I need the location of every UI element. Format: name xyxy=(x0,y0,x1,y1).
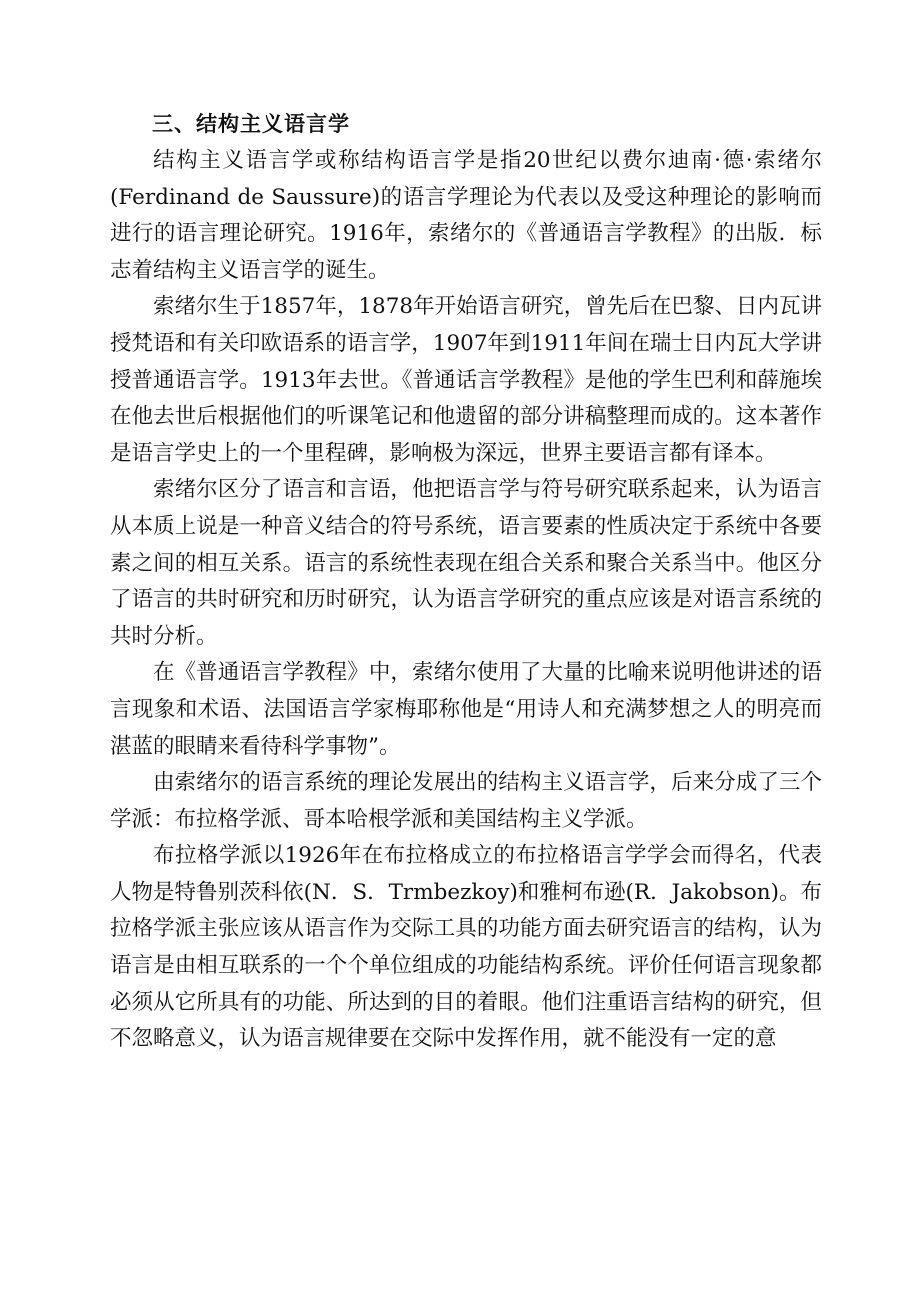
paragraph-saussure-intro: 结构主义语言学或称结构语言学是指20世纪以费尔迪南·德·索绪尔(Ferdinand de Saussure)的语言学理论为代表以及受这种理论的影响而进行的语言理论研究。1916年，索绪尔的《普通语言学教程》的出版．标志着结构主义语言学的诞生。 xyxy=(110,148,822,283)
paragraph-prague-school: 布拉格学派以1926年在布拉格成立的布拉格语言学学会而得名，代表人物是特鲁别茨科依(N．S．Trmbezkoy)和雅柯布逊(R．Jakobson)。布拉格学派主张应该从语言作为交际工具的功能方面去研究语言的结构，认为语言是由相互联系的一个个单位组成的功能结构系统。评价任何语言现象都必须从它所具有的功能、所达到的目的着眼。他们注重语言结构的研究，但不忽略意义，认为语言规律要在交际中发挥作用，就不能没有一定的意 xyxy=(110,843,822,1052)
body-text xyxy=(110,143,822,1058)
paragraph-metaphors: 在《普通语言学教程》中，索绪尔使用了大量的比喻来说明他讲述的语言现象和术语、法国语言学家梅耶称他是“用诗人和充满梦想之人的明亮而湛蓝的眼睛来看待科学事物”。 xyxy=(110,660,822,759)
paragraph-three-schools: 由索绪尔的语言系统的理论发展出的结构主义语言学，后来分成了三个学派：布拉格学派、哥本哈根学派和美国结构主义学派。 xyxy=(110,770,822,832)
paragraph-langue-parole: 索绪尔区分了语言和言语，他把语言学与符号研究联系起来，认为语言从本质上说是一种音义结合的符号系统，语言要素的性质决定于系统中各要素之间的相互关系。语言的系统性表现在组合关系和聚合关系当中。他区分了语言的共时研究和历时研究，认为语言学研究的重点应该是对语言系统的共时分析。 xyxy=(110,477,822,649)
paragraph-saussure-biography: 索绪尔生于1857年，1878年开始语言研究，曾先后在巴黎、日内瓦讲授梵语和有关印欧语系的语言学，1907年到1911年间在瑞士日内瓦大学讲授普通语言学。1913年去世。《普通话言学教程》是他的学生巴利和薛施埃在他去世后根据他们的听课笔记和他遗留的部分讲稿整理而成的。这本著作是语言学史上的一个里程碑，影响极为深远，世界主要语言都有译本。 xyxy=(110,294,822,466)
section-heading: 三、结构主义语言学 xyxy=(152,112,350,136)
